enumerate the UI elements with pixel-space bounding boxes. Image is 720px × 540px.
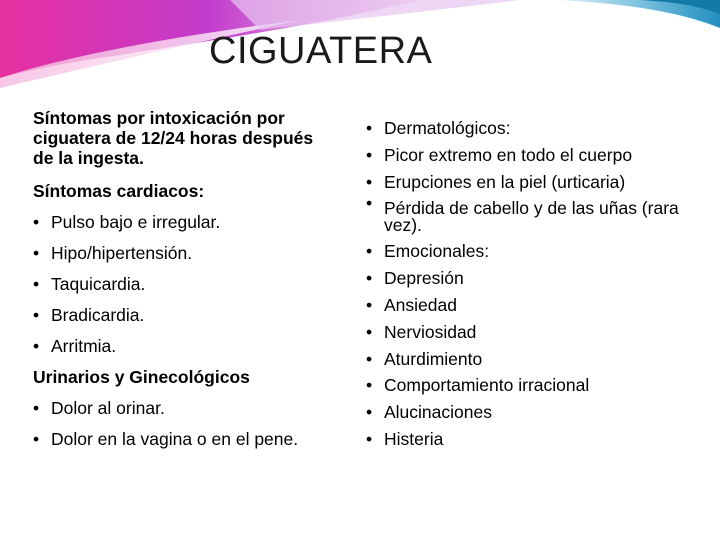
list-item: • Depresión [366, 265, 711, 292]
list-item: • Histeria [366, 426, 711, 453]
lavender-ribbon [230, 0, 520, 30]
uro-list [33, 398, 333, 450]
intro-text: Síntomas por intoxicación por ciguatera de 12/24 horas después de la ingesta. [33, 108, 314, 168]
uro-heading: Urinarios y Ginecológicos [33, 367, 250, 387]
list-item: • Dolor en la vagina o en el pene. [33, 429, 333, 450]
list-item: • Alucinaciones [366, 399, 711, 426]
list-item: • Taquicardia. [33, 274, 333, 295]
list-item: • Emocionales: [366, 238, 711, 265]
list-item: • Dermatológicos: [366, 115, 711, 142]
list-item: • Comportamiento irracional [366, 372, 711, 399]
list-item: • Picor extremo en todo el cuerpo [366, 142, 711, 169]
list-item: • Hipo/hipertensión. [33, 243, 333, 264]
right-column [366, 115, 711, 453]
list-item: • Dolor al orinar. [33, 398, 333, 419]
cardiac-heading: Síntomas cardiacos: [33, 181, 205, 201]
symptoms-list [366, 115, 711, 453]
list-item: • Erupciones en la piel (urticaria) [366, 169, 711, 196]
list-item: • Ansiedad [366, 292, 711, 319]
list-item: • Aturdimiento [366, 346, 711, 373]
list-item: • Bradicardia. [33, 305, 333, 326]
list-item: • Pérdida de cabello y de las uñas (rara vez). [366, 195, 711, 238]
list-item: • Arritmia. [33, 336, 333, 357]
list-item: • Pulso bajo e irregular. [33, 212, 333, 233]
left-column [33, 108, 333, 450]
slide-title: CIGUATERA [209, 30, 433, 72]
cardiac-list [33, 212, 333, 357]
list-item: • Nerviosidad [366, 319, 711, 346]
